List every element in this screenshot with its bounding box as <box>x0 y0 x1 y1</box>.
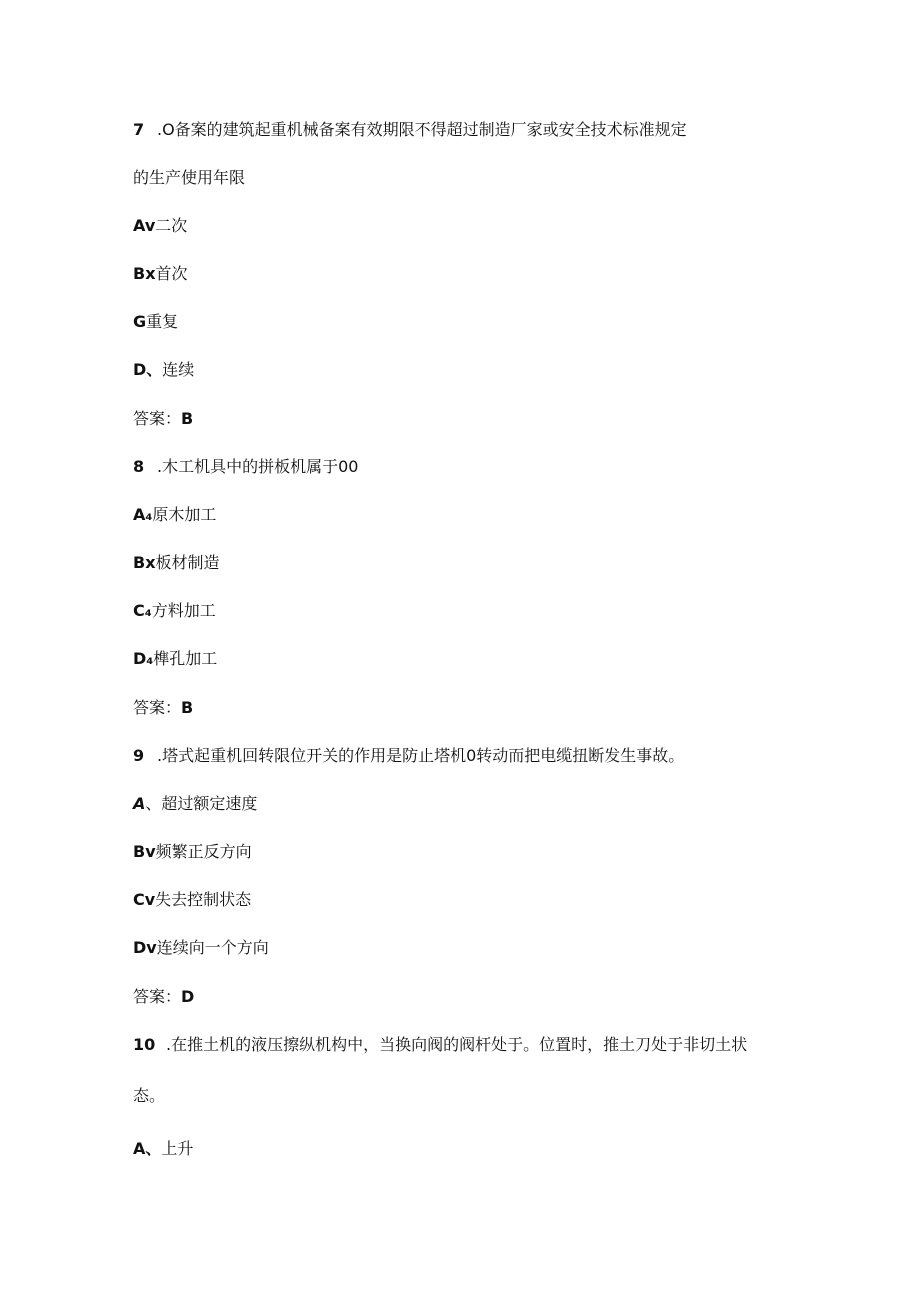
option-prefix: A₄ <box>133 505 153 524</box>
option-text: 频繁正反方向 <box>155 842 252 861</box>
question-8-option-a <box>133 505 216 525</box>
option-text: 上升 <box>161 1139 194 1158</box>
option-text: 、超过额定速度 <box>145 794 258 813</box>
question-text-continued: 的生产使用年限 <box>133 168 246 187</box>
option-prefix: C₄ <box>133 601 152 620</box>
question-7-option-c <box>133 312 178 332</box>
option-prefix: D、 <box>133 360 163 379</box>
question-10-option-a <box>133 1139 193 1159</box>
option-text: 方料加工 <box>151 601 216 620</box>
question-text: .O备案的建筑起重机械备案有效期限不得超过制造厂家或安全技术标准规定 <box>157 120 687 139</box>
question-7-answer <box>133 409 193 429</box>
question-8-option-c <box>133 601 216 621</box>
option-prefix: Dv <box>133 938 157 957</box>
option-text: 榫孔加工 <box>153 649 218 668</box>
answer-label: 答案： <box>133 987 182 1006</box>
question-number: 9 <box>133 746 145 765</box>
option-text: 板材制造 <box>155 553 220 572</box>
question-9-option-c <box>133 890 251 910</box>
question-7-option-b <box>133 264 188 284</box>
question-9-option-a <box>133 794 257 814</box>
option-text: 失去控制状态 <box>155 890 252 909</box>
answer-value: D <box>181 987 195 1006</box>
question-8-option-b <box>133 553 220 573</box>
question-text: .木工机具中的拼板机属于00 <box>157 457 359 476</box>
question-text-continued: 态。 <box>133 1086 166 1105</box>
option-text: 重复 <box>146 312 179 331</box>
question-9-answer <box>133 987 194 1007</box>
question-9-line-1 <box>133 746 684 766</box>
answer-value: B <box>181 409 194 428</box>
question-8-answer <box>133 698 193 718</box>
question-8-line-1 <box>133 457 358 477</box>
option-text: 连续 <box>162 360 195 379</box>
question-9-option-b <box>133 842 252 862</box>
option-prefix: Bx <box>133 553 156 572</box>
question-7-option-d <box>133 360 194 380</box>
option-prefix: Bx <box>133 264 156 283</box>
option-text: 连续向一个方向 <box>156 938 269 957</box>
question-9-option-d <box>133 938 269 958</box>
question-text: .塔式起重机回转限位开关的作用是防止塔机0转动而把电缆扭断发生事故。 <box>157 746 685 765</box>
option-prefix: G <box>133 312 147 331</box>
option-prefix: Av <box>133 216 156 235</box>
option-prefix: A <box>133 794 146 813</box>
answer-label: 答案： <box>133 698 182 717</box>
question-number: 10 <box>133 1035 156 1054</box>
option-text: 首次 <box>155 264 188 283</box>
answer-label: 答案： <box>133 409 182 428</box>
question-number: 7 <box>133 120 145 139</box>
option-prefix: D₄ <box>133 649 154 668</box>
question-8-option-d <box>133 649 217 669</box>
question-text: .在推土机的液压擦纵机构中，当换向阀的阀杆处于。位置时，推土刀处于非切土状 <box>166 1035 748 1054</box>
option-prefix: Bv <box>133 842 156 861</box>
question-10-line-1 <box>133 1035 747 1055</box>
answer-value: B <box>181 698 194 717</box>
question-number: 8 <box>133 457 145 476</box>
question-7-line-2 <box>133 168 245 188</box>
question-7-option-a <box>133 216 187 236</box>
option-text: 二次 <box>155 216 188 235</box>
question-10-line-2 <box>133 1086 165 1106</box>
option-prefix: A、 <box>133 1139 162 1158</box>
option-text: 原木加工 <box>152 505 217 524</box>
option-prefix: Cv <box>133 890 156 909</box>
question-7-line-1 <box>133 120 687 140</box>
